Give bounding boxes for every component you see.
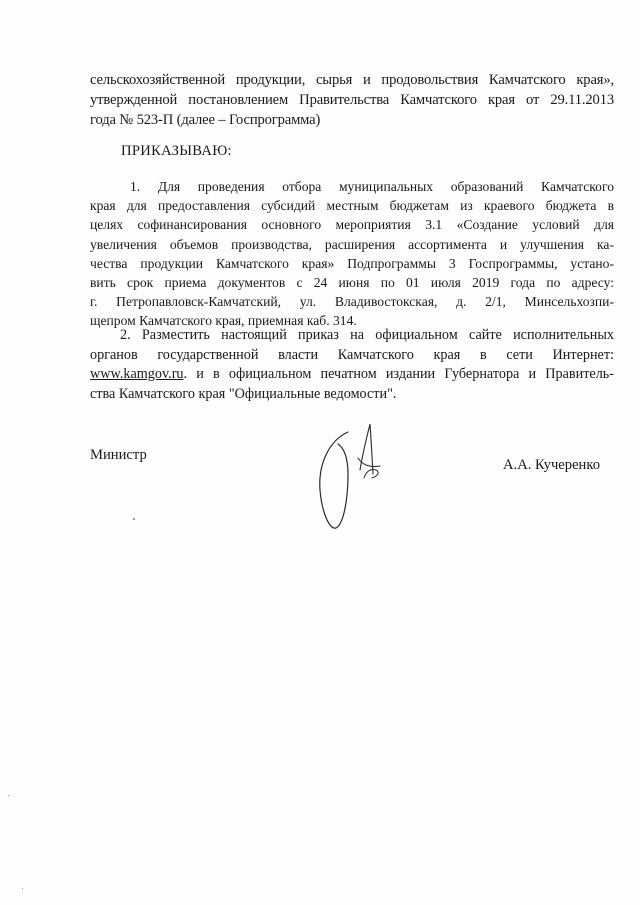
intro-line-3: года № 523-П (далее – Госпрограмма) [90,112,321,128]
intro-paragraph [90,70,614,130]
intro-line-2: утвержденной постановлением Правительства Камчатского края от 29.11.2013 [90,92,614,108]
order-heading: ПРИКАЗЫВАЮ: [121,143,232,159]
item1-line-5: чества продукции Камчатского края» Подпрограммы 3 Госпрограммы, устано- [90,255,614,271]
item1-line-7: г. Петропавловск-Камчатский, ул. Владивостокская, д. 2/1, Минсельхозпи- [90,294,614,310]
scan-speck [133,518,135,520]
order-item-1 [90,177,614,331]
item1-line-8: щепром Камчатского края, приемная каб. 314. [90,313,357,329]
scan-speck [22,888,23,889]
order-item-2 [90,326,614,404]
handwritten-signature [308,418,398,538]
item2-line-4: ства Камчатского края "Официальные ведомости". [90,385,397,402]
item1-line-2: края для предоставления субсидий местным бюджетам из краевого бюджета в [90,198,614,214]
item1-line-3: целях софинансирования основного мероприятия 3.1 «Создание условий для [90,217,614,233]
item1-line-4: увеличения объемов производства, расширения ассортимента и улучшения ка- [90,236,614,252]
item2-line-1: 2. Разместить настоящий приказ на официальном сайте исполнительных [120,327,614,343]
intro-line-1: сельскохозяйственной продукции, сырья и продовольствия Камчатского края», [90,72,614,88]
item1-line-6: вить срок приема документов с 24 июня по 01 июля 2019 года по адресу: [90,275,614,291]
item2-line-3 [90,365,614,385]
kamgov-link[interactable]: www.kamgov.ru [90,366,184,382]
signer-name: А.А. Кучеренко [503,457,601,473]
item2-line-2: органов государственной власти Камчатского края в сети Интернет: [90,346,614,363]
item2-line-3-rest: . и в официальном печатном издании Губернатора и Правитель- [183,366,614,382]
minister-label: Министр [90,447,147,463]
scan-speck [8,795,9,796]
item1-line-1: 1. Для проведения отбора муниципальных образований Камчатского [130,179,614,194]
